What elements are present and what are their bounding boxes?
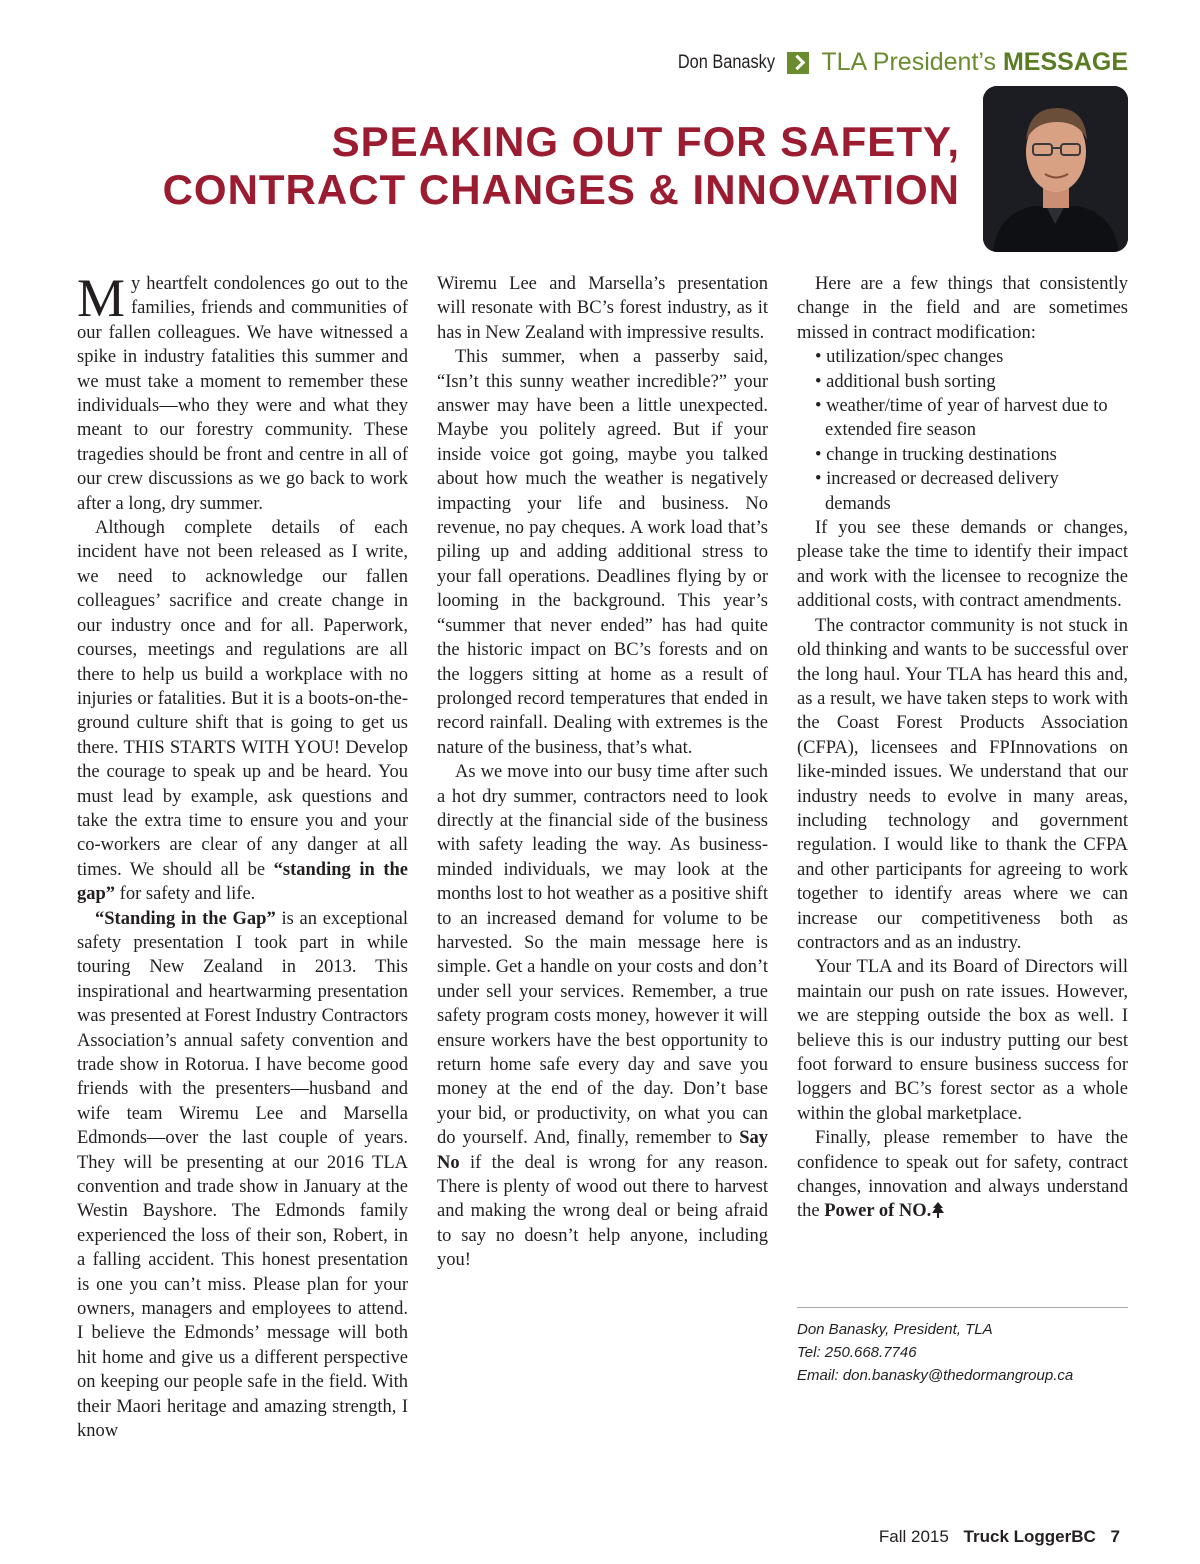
- list-item: • weather/time of year of harvest due to extended fire season: [815, 394, 1128, 443]
- section-label: [821, 48, 1128, 77]
- paragraph: Here are a few things that consistently change in the field and are sometimes missed in contract modification:: [797, 274, 1128, 343]
- paragraph-text: if the deal is wrong for any reason. There is plenty of wood out there to harvest and making the wrong deal or being afraid to say no doesn’t help anyone, including you!: [437, 1152, 768, 1271]
- paragraph: Wiremu Lee and Marsella’s presentation will resonate with BC’s forest industry, as it has in New Zealand with impressive results.: [437, 274, 768, 343]
- paragraph-text: Although complete details of each incident have not been released as I write, we need to acknowledge our fallen colleagues’ sacrifice and create change in our industry once and for all. Paperwork, courses, meetings and regulations are all there to help us build a workplace with no injuries or fatalities. But it is a boots-on-the-ground culture shift that is going to get us there. THIS STARTS WITH YOU! Develop the courage to speak up and be heard. You must lead by example, ask questions and take the extra time to ensure you and your co-workers are clear of any danger at all times. We should all be: [77, 518, 408, 880]
- page-footer: [879, 1527, 1120, 1547]
- author-photo: [983, 86, 1128, 252]
- section-label-light: TLA President’s: [821, 48, 1003, 76]
- magazine-name: Truck LoggerBC: [963, 1527, 1096, 1546]
- paragraph-text: As we move into our busy time after such a hot dry summer, contractors need to look directly at the financial side of the business with safety leading the way. As business-minded individuals, we may look at the months lost to hot weather as a positive shift to an increased demand for volume to be harvested. So the main message here is simple. Get a handle on your costs and don’t under sell your services. Remember, a true safety program costs money, however it will ensure workers have the best opportunity to return home safe every day and save you money at the end of the day. Don’t base your bid, or productivity, on what you can do yourself. And, finally, remember to: [437, 762, 768, 1149]
- paragraph: The contractor community is not stuck in old thinking and wants to be successful over the long haul. Your TLA has heard this and, as a result, we have taken steps to work with the Coast Forest Products Association (CFPA), licensees and FPInnovations on like-minded issues. We understand that our industry needs to evolve in many areas, including technology and government regulation. I would like to thank the CFPA and other participants for agreeing to work together to identify areas where we can increase our competitiveness both as contractors and as an industry.: [797, 615, 1128, 953]
- paragraph: This summer, when a passerby said, “Isn’t this sunny weather incredible?” your answer may have been a little unexpected. Maybe you politely agreed. But if your inside voice got going, maybe you talked about how much the weather is negatively impacting your life and business. No revenue, no pay cheques. A work load that’s piling up and adding additional stress to your fall operations. Deadlines flying by or looming in the background. This year’s “summer that never ended” has had quite the historic impact on BC’s forests and on the loggers sitting at home as a result of prolonged record temperatures that ended in record rainfall. Dealing with extremes is the nature of the business, that’s what.: [437, 347, 768, 758]
- article-title: [163, 118, 960, 214]
- article-column-3: [797, 272, 1128, 1224]
- chevron-right-icon: [787, 52, 809, 74]
- signature-phone: Tel: 250.668.7746: [797, 1344, 917, 1361]
- change-list: [797, 345, 1128, 516]
- paragraph: [77, 907, 408, 1444]
- signature-email: Email: don.banasky@thedormangroup.ca: [797, 1367, 1074, 1384]
- article-column-2: [437, 272, 768, 1273]
- portrait-illustration: [983, 86, 1128, 252]
- list-item: • utilization/spec changes: [815, 345, 1128, 369]
- list-item: • additional bush sorting: [815, 370, 1128, 394]
- issue-label: Fall 2015: [878, 1527, 949, 1546]
- paragraph: Your TLA and its Board of Directors will maintain our push on rate issues. However, we are stepping outside the box as well. I believe this is our industry putting our best foot forward to ensure business success for loggers and BC’s forest sector as a whole within the global marketplace.: [797, 957, 1128, 1124]
- author-name: Don Banasky: [678, 51, 776, 73]
- paragraph: [77, 268, 408, 516]
- emphasis-text: Say No: [437, 1128, 768, 1173]
- title-line-2: CONTRACT CHANGES & INNOVATION: [162, 166, 960, 213]
- signature-block: [797, 1318, 1073, 1387]
- emphasis-text: “Standing in the Gap”: [95, 908, 276, 929]
- paragraph: [77, 516, 408, 907]
- signature-name: Don Banasky, President, TLA: [797, 1321, 993, 1338]
- section-label-strong: MESSAGE: [1002, 48, 1128, 76]
- paragraph-text: for safety and life.: [115, 884, 256, 905]
- drop-cap: M: [77, 268, 126, 328]
- section-header: [662, 48, 1128, 77]
- list-item: • increased or decreased delivery demands: [815, 467, 1128, 516]
- emphasis-text: “standing in the gap”: [77, 859, 408, 905]
- list-item: • change in trucking destinations: [815, 443, 1128, 467]
- paragraph: If you see these demands or changes, please take the time to identify their impact and work with the licensee to recognize the additional costs, with contract amendments.: [797, 518, 1128, 612]
- paragraph-text: is an exceptional safety presentation I took part in while touring New Zealand in 2013. This inspirational and heartwarming presentation was presented at Forest Industry Contractors Association’s annual safety convention and trade show in Rotorua. I have become good friends with the presenters—husband and wife team Wiremu Lee and Marsella Edmonds—over the last couple of years. They will be presenting at our 2016 TLA convention and trade show in January at the Westin Bayshore. The Edmonds family experienced the loss of their son, Robert, in a falling accident. This honest presentation is one you can’t miss. Please plan for your owners, managers and employees to attend. I believe the Edmonds’ message will both hit home and give us a different perspective on keeping our people safe in the field. With their Maori heritage and amazing strength, I know: [77, 908, 408, 1442]
- signature-divider: [797, 1307, 1128, 1308]
- paragraph: [437, 760, 768, 1273]
- tree-end-icon: [931, 1202, 945, 1218]
- article-column-1: [77, 268, 408, 1444]
- paragraph-text: Finally, please remember to have the confidence to speak out for safety, contract changes, innovation and always understand the: [797, 1128, 1128, 1222]
- paragraph: [797, 1126, 1128, 1224]
- title-line-1: SPEAKING OUT FOR SAFETY,: [331, 118, 960, 165]
- page-number: 7: [1110, 1527, 1120, 1546]
- paragraph-text: y heartfelt condolences go out to the families, friends and communities of our fallen colleagues. We have witnessed a spike in industry fatalities this summer and we must take a moment to remember these individuals—who they were and what they meant to our forestry community. These tragedies should be front and centre in all of our crew discussions as we go back to work after a long, dry summer.: [77, 274, 408, 514]
- emphasis-text: Power of NO.: [824, 1201, 932, 1222]
